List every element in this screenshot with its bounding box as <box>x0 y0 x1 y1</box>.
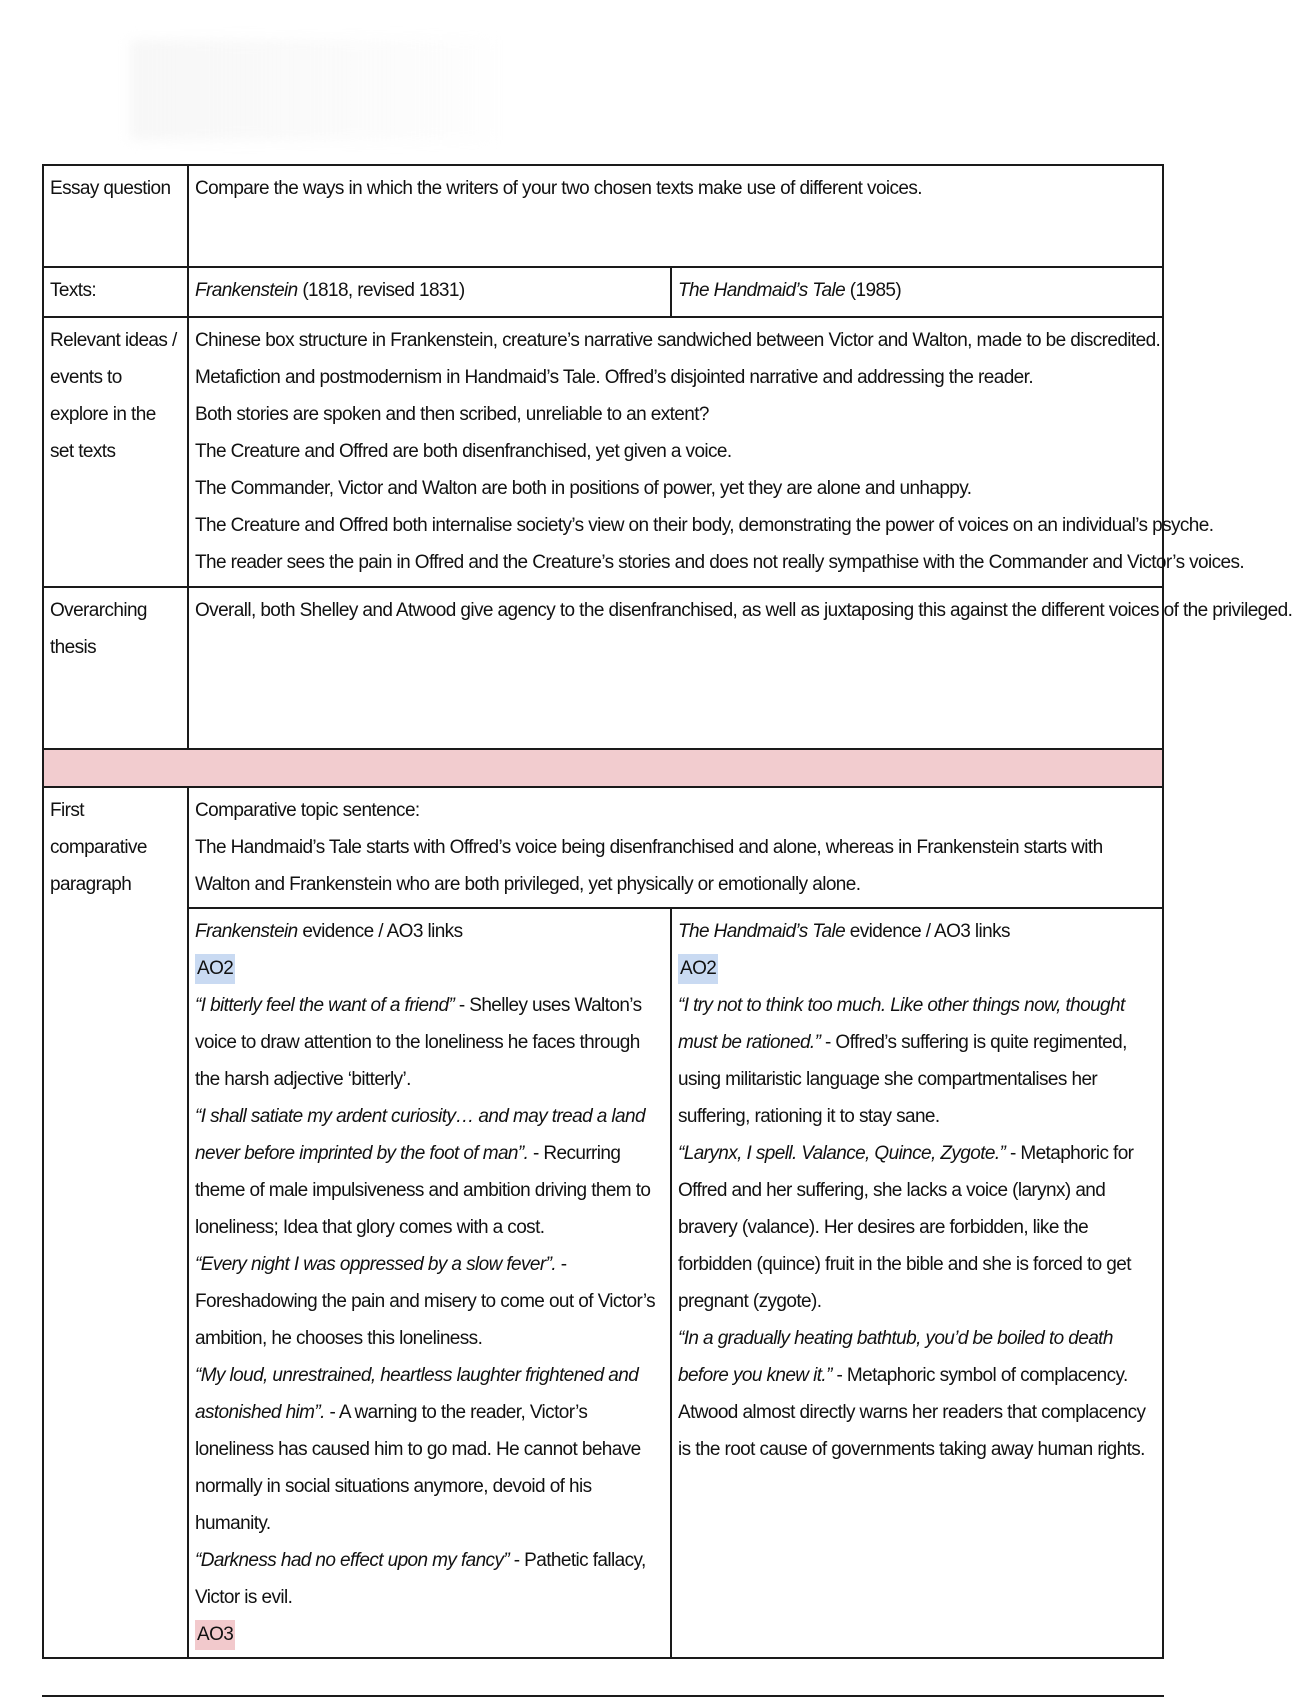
idea-line: Metafiction and postmodernism in Handmaid’s Tale. Offred’s disjointed narrative and addressing the reader. <box>195 367 1034 388</box>
relevant-ideas-row <box>43 317 1163 587</box>
essay-question-row <box>43 165 1163 267</box>
ao2-tag: AO2 <box>678 954 718 984</box>
text-b-cell <box>671 267 1163 317</box>
first-paragraph-label: First comparative paragraph <box>43 787 188 1658</box>
topic-sentence-text: The Handmaid’s Tale starts with Offred’s voice being disenfranchised and alone, whereas in Frankenstein starts with Walton and Frankenstein who are both privileged, yet physically or emotionally alone. <box>195 837 1103 895</box>
section-divider-row <box>43 749 1163 787</box>
relevant-ideas-label: Relevant ideas / events to explore in the set texts <box>43 317 188 587</box>
thesis-row <box>43 587 1163 749</box>
handmaids-evidence-heading: The Handmaid’s Tale evidence / AO3 links <box>678 921 1010 942</box>
frankenstein-evidence-cell <box>188 908 671 1658</box>
handmaids-evidence-cell <box>671 908 1163 1658</box>
idea-line: Both stories are spoken and then scribed, unreliable to an extent? <box>195 404 709 425</box>
evidence-row <box>43 908 1163 1658</box>
text-a-title: Frankenstein <box>195 280 298 301</box>
idea-line: Chinese box structure in Frankenstein, creature’s narrative sandwiched between Victor and Walton, made to be discredited. <box>195 330 1161 351</box>
essay-planning-table <box>42 164 1292 1659</box>
idea-line: The Commander, Victor and Walton are both in positions of power, yet they are alone and unhappy. <box>195 478 972 499</box>
topic-sentence-cell <box>188 787 1163 908</box>
text-b-detail: (1985) <box>845 280 902 301</box>
evidence-item: “Every night I was oppressed by a slow fever”. - Foreshadowing the pain and misery to come out of Victor’s ambition, he chooses this loneliness. <box>195 1254 656 1349</box>
idea-line: The reader sees the pain in Offred and the Creature’s stories and does not really sympathise with the Commander and Victor’s voices. <box>195 552 1245 573</box>
page-bottom-rule <box>42 1695 1164 1697</box>
evidence-item: “In a gradually heating bathtub, you’d be boiled to death before you knew it.” - Metaphoric symbol of complacency. Atwood almost directly warns her readers that complacency is the root cause of governments taking away human rights. <box>678 1328 1146 1460</box>
essay-question-label: Essay question <box>43 165 188 267</box>
thesis-label: Overarching thesis <box>43 587 188 749</box>
text-a-cell <box>188 267 671 317</box>
blurred-header-area <box>130 40 490 140</box>
idea-line: The Creature and Offred are both disenfranchised, yet given a voice. <box>195 441 732 462</box>
evidence-item: “My loud, unrestrained, heartless laughter frightened and astonished him”. - A warning to the reader, Victor’s loneliness has caused him to go mad. He cannot behave normally in social situations anymore, devoid of his humanity. <box>195 1365 641 1534</box>
ao2-tag: AO2 <box>195 954 235 984</box>
evidence-item: “Darkness had no effect upon my fancy” - Pathetic fallacy, Victor is evil. <box>195 1550 646 1608</box>
texts-row <box>43 267 1163 317</box>
evidence-item: “I try not to think too much. Like other things now, thought must be rationed.” - Offred’s suffering is quite regimented, using militaristic language she compartmentalises her suffering, rationing it to stay sane. <box>678 995 1127 1127</box>
evidence-item: “I bitterly feel the want of a friend” - Shelley uses Walton’s voice to draw attention to the loneliness he faces through the harsh adjective ‘bitterly’. <box>195 995 642 1090</box>
texts-label: Texts: <box>43 267 188 317</box>
relevant-ideas-list <box>188 317 1245 587</box>
text-a-detail: (1818, revised 1831) <box>297 280 465 301</box>
ao3-tag: AO3 <box>195 1620 235 1650</box>
idea-line: The Creature and Offred both internalise society’s view on their body, demonstrating the power of voices on an individual’s psyche. <box>195 515 1214 536</box>
text-b-title: The Handmaid’s Tale <box>678 280 846 301</box>
section-divider <box>43 749 1163 787</box>
evidence-item: “I shall satiate my ardent curiosity… and may tread a land never before imprinted by the foot of man”. - Recurring theme of male impulsiveness and ambition driving them to loneliness; Idea that glory comes with a cost. <box>195 1106 651 1238</box>
thesis-text: Overall, both Shelley and Atwood give agency to the disenfranchised, as well as juxtaposing this against the different voices of the privileged. <box>188 587 1163 749</box>
first-paragraph-topic-row <box>43 787 1163 908</box>
essay-question-text: Compare the ways in which the writers of your two chosen texts make use of different voices. <box>188 165 1163 267</box>
frankenstein-evidence-heading: Frankenstein evidence / AO3 links <box>195 921 463 942</box>
topic-sentence-heading: Comparative topic sentence: <box>195 800 420 821</box>
evidence-item: “Larynx, I spell. Valance, Quince, Zygote.” - Metaphoric for Offred and her suffering, she lacks a voice (larynx) and bravery (valance). Her desires are forbidden, like the forbidden (quince) fruit in the bible and she is forced to get pregnant (zygote). <box>678 1143 1134 1312</box>
